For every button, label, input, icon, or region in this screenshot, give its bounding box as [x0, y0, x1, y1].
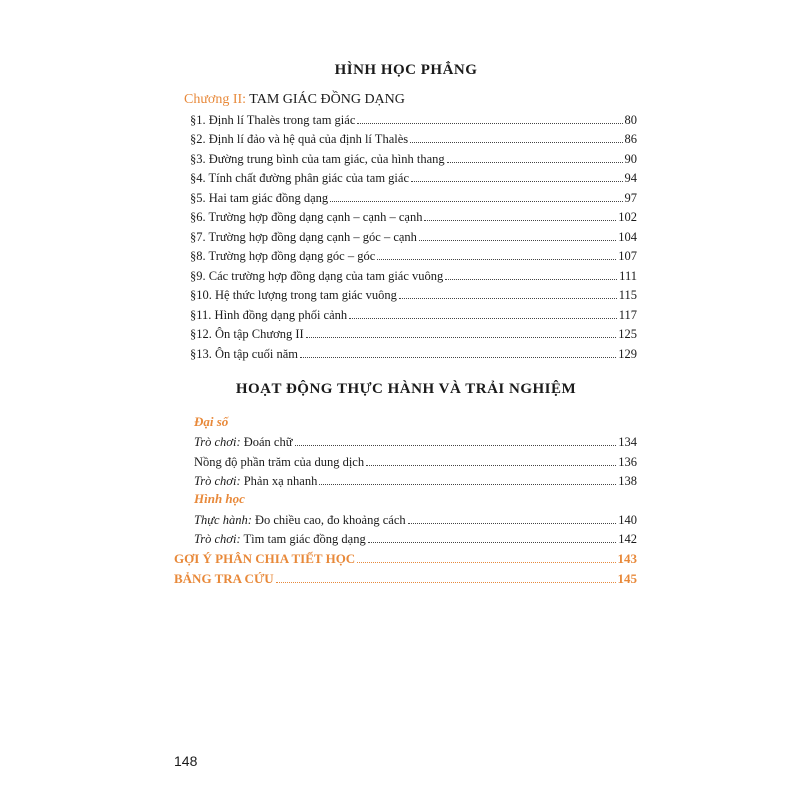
toc-entry-page: 97	[624, 191, 637, 205]
dot-leader	[349, 318, 617, 319]
toc-entry-title: §4. Tính chất đường phân giác của tam giác	[190, 171, 409, 185]
toc-entry-page: 143	[617, 551, 637, 566]
chapter-title: TAM GIÁC ĐỒNG DẠNG	[246, 92, 405, 107]
part-title-hoat-dong: HOẠT ĐỘNG THỰC HÀNH VÀ TRẢI NGHIỆM	[235, 381, 577, 397]
dot-leader	[306, 337, 617, 338]
toc-entry-page: 125	[618, 327, 637, 341]
toc-entry[interactable]	[190, 189, 637, 206]
toc-entry[interactable]	[194, 472, 637, 489]
toc-entry-title: §13. Ôn tập cuối năm	[190, 347, 298, 361]
toc-entry-page: 86	[624, 132, 637, 146]
toc-entry[interactable]	[190, 306, 637, 323]
toc-entry-page: 104	[618, 230, 637, 244]
dot-leader	[411, 181, 623, 182]
toc-entry-bang-tra-cuu[interactable]	[174, 570, 637, 587]
toc-entry-title: §3. Đường trung bình của tam giác, của hình thang	[190, 152, 445, 166]
toc-entry[interactable]	[190, 228, 637, 245]
toc-entry-page: 115	[618, 288, 637, 302]
toc-entry-title: §1. Định lí Thalès trong tam giác	[190, 113, 356, 127]
toc-entry[interactable]	[190, 130, 637, 147]
dot-leader	[357, 562, 615, 563]
dot-leader	[447, 162, 623, 163]
toc-entry[interactable]	[194, 453, 637, 470]
toc-entry[interactable]	[190, 286, 637, 303]
toc-entry-page: 140	[618, 513, 637, 527]
toc-entry-title: §11. Hình đồng dạng phối cảnh	[190, 308, 348, 322]
toc-entry-title: §6. Trường hợp đồng dạng cạnh – cạnh – cạnh	[190, 210, 423, 224]
dot-leader	[408, 523, 617, 524]
toc-entry-prefix: Thực hành:	[194, 513, 252, 527]
dot-leader	[357, 123, 622, 124]
toc-entry-prefix: Trò chơi:	[194, 474, 241, 488]
toc-entry[interactable]	[194, 511, 637, 528]
toc-entry-title: GỢI Ý PHÂN CHIA TIẾT HỌC	[174, 551, 356, 566]
part-title-hinh-hoc-phang: HÌNH HỌC PHẲNG	[334, 62, 478, 78]
toc-entry-title: §7. Trường hợp đồng dạng cạnh – góc – cạnh	[190, 230, 417, 244]
toc-entry-title: Nồng độ phần trăm của dung dịch	[194, 455, 365, 469]
toc-entry-prefix: Trò chơi:	[194, 435, 241, 449]
subsection-heading-dai-so: Đại số	[194, 414, 229, 429]
toc-entry-title: Phản xạ nhanh	[240, 474, 318, 488]
toc-entry-title: §2. Định lí đảo và hệ quả của định lí Thalès	[190, 132, 409, 146]
toc-entry[interactable]	[190, 345, 637, 362]
page-number: 148	[174, 753, 198, 769]
toc-entry-title: §10. Hệ thức lượng trong tam giác vuông	[190, 288, 397, 302]
toc-entry-page: 142	[618, 532, 637, 546]
dot-leader	[300, 357, 616, 358]
subsection-heading-hinh-hoc: Hình học	[194, 491, 245, 506]
toc-entry-title: §9. Các trường hợp đồng dạng của tam giác vuông	[190, 269, 444, 283]
toc-entry-title: §8. Trường hợp đồng dạng góc – góc	[190, 249, 376, 263]
toc-entry[interactable]	[190, 111, 637, 128]
toc-entry-prefix: Trò chơi:	[194, 532, 241, 546]
dot-leader	[366, 465, 616, 466]
toc-entry[interactable]	[190, 208, 637, 225]
dot-leader	[295, 445, 617, 446]
toc-entry[interactable]	[190, 325, 637, 342]
toc-entry-goi-y[interactable]	[174, 550, 637, 567]
toc-entry-page: 111	[619, 269, 637, 283]
toc-entry-page: 138	[618, 474, 637, 488]
toc-entry-title: Đoán chữ	[240, 435, 293, 449]
dot-leader	[419, 240, 616, 241]
toc-entry-page: 117	[618, 308, 637, 322]
dot-leader	[319, 484, 616, 485]
toc-entry[interactable]	[194, 433, 637, 450]
chapter-label: Chương II:	[184, 92, 247, 107]
toc-entry[interactable]	[190, 247, 637, 264]
dot-leader	[330, 201, 622, 202]
dot-leader	[424, 220, 616, 221]
dot-leader	[276, 582, 616, 583]
toc-entry-page: 80	[624, 113, 637, 127]
toc-entry-title: Tìm tam giác đồng dạng	[240, 532, 366, 546]
toc-entry-page: 134	[618, 435, 637, 449]
dot-leader	[377, 259, 616, 260]
dot-leader	[399, 298, 617, 299]
toc-entry[interactable]	[190, 169, 637, 186]
dot-leader	[368, 542, 617, 543]
toc-entry-page: 145	[617, 571, 637, 586]
toc-entry-title: §12. Ôn tập Chương II	[190, 327, 304, 341]
toc-entry[interactable]	[194, 530, 637, 547]
chapter-heading	[184, 92, 405, 108]
toc-entry-page: 90	[624, 152, 637, 166]
toc-entry-page: 136	[618, 455, 637, 469]
toc-entry-page: 129	[618, 347, 637, 361]
toc-entry[interactable]	[190, 267, 637, 284]
toc-entry-page: 94	[624, 171, 637, 185]
toc-entry-page: 107	[618, 249, 637, 263]
toc-entry[interactable]	[190, 150, 637, 167]
toc-entry-title: BẢNG TRA CỨU	[174, 571, 274, 586]
dot-leader	[410, 142, 622, 143]
dot-leader	[445, 279, 617, 280]
toc-entry-title: Đo chiều cao, đo khoảng cách	[251, 513, 406, 527]
toc-entry-title: §5. Hai tam giác đồng dạng	[190, 191, 329, 205]
toc-entry-page: 102	[618, 210, 637, 224]
